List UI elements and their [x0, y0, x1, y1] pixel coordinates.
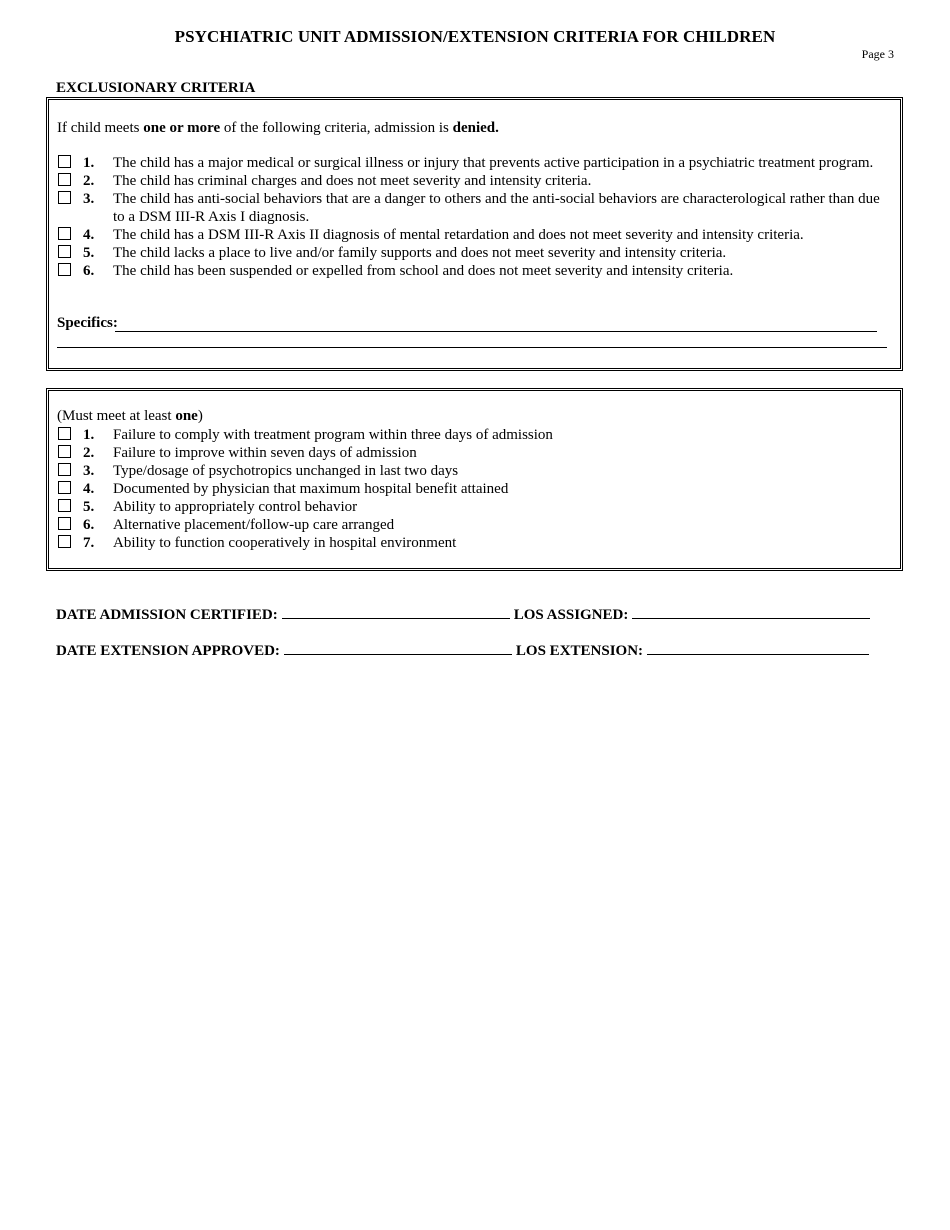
item-text: The child has a major medical or surgical illness or injury that prevents active participation in a psychiatric treatment program.	[113, 155, 874, 171]
item-text: Type/dosage of psychotropics unchanged in last two days	[113, 463, 459, 479]
intro-emphasis-denied: denied.	[452, 120, 499, 136]
extension-checkbox-1[interactable]	[58, 427, 71, 440]
los-extension-label: LOS EXTENSION:	[515, 643, 644, 659]
exclusionary-intro	[57, 120, 499, 137]
exclusionary-criteria-box	[46, 97, 903, 371]
date-extension-approved-label: DATE EXTENSION APPROVED:	[56, 643, 280, 659]
admission-signoff-row	[56, 607, 874, 624]
intro-text-mid: of the following criteria, admission is	[220, 120, 453, 136]
page-number: Page 3	[861, 47, 894, 61]
item-text: Ability to function cooperatively in hospital environment	[113, 535, 457, 551]
intro-text: If child meets	[57, 120, 144, 136]
exclusion-item-3	[57, 190, 887, 226]
extension-item-7	[57, 534, 887, 552]
item-number: 1.	[83, 155, 95, 171]
exclusion-item-5	[57, 244, 887, 262]
exclusionary-list	[57, 154, 887, 280]
extension-checkbox-7[interactable]	[58, 535, 71, 548]
item-number: 6.	[83, 517, 95, 533]
extension-checkbox-4[interactable]	[58, 481, 71, 494]
extension-item-6	[57, 516, 887, 534]
extension-item-4	[57, 480, 887, 498]
extension-checkbox-3[interactable]	[58, 463, 71, 476]
item-text: Failure to improve within seven days of admission	[113, 445, 417, 461]
item-number: 4.	[83, 481, 95, 497]
los-extension-field[interactable]	[647, 653, 869, 655]
item-number: 2.	[83, 173, 95, 189]
item-text: The child has anti-social behaviors that are a danger to others and the anti-social behaviors are characterological rather than due to a DSM III-R Axis I diagnosis.	[113, 191, 880, 225]
must-meet-emphasis: one	[175, 408, 198, 424]
item-number: 1.	[83, 427, 95, 443]
item-text: Alternative placement/follow-up care arranged	[113, 517, 395, 533]
must-meet-note	[57, 408, 203, 425]
extension-checkbox-5[interactable]	[58, 499, 71, 512]
extension-criteria-box	[46, 388, 903, 571]
item-number: 7.	[83, 535, 95, 551]
specifics-field-line-2[interactable]	[57, 347, 887, 348]
extension-item-5	[57, 498, 887, 516]
exclusion-checkbox-5[interactable]	[58, 245, 71, 258]
exclusionary-heading: EXCLUSIONARY CRITERIA	[56, 80, 256, 96]
date-extension-approved-field[interactable]	[284, 653, 512, 655]
intro-emphasis-one-or-more: one or more	[143, 120, 221, 136]
item-text: The child has been suspended or expelled from school and does not meet severity and intensity criteria.	[113, 263, 734, 279]
item-text: The child lacks a place to live and/or family supports and does not meet severity and intensity criteria.	[113, 245, 727, 261]
item-text: Failure to comply with treatment program within three days of admission	[113, 427, 553, 443]
must-meet-close: )	[197, 408, 203, 424]
item-number: 3.	[83, 191, 95, 207]
extension-item-1	[57, 426, 887, 444]
exclusion-checkbox-4[interactable]	[58, 227, 71, 240]
extension-item-3	[57, 462, 887, 480]
item-number: 3.	[83, 463, 95, 479]
date-admission-certified-label: DATE ADMISSION CERTIFIED:	[56, 607, 278, 623]
exclusion-checkbox-3[interactable]	[58, 191, 71, 204]
exclusion-item-6	[57, 262, 887, 280]
exclusion-checkbox-6[interactable]	[58, 263, 71, 276]
exclusion-item-1	[57, 154, 887, 172]
extension-item-2	[57, 444, 887, 462]
item-number: 2.	[83, 445, 95, 461]
item-text: Ability to appropriately control behavior	[113, 499, 358, 515]
specifics-label-text: Specifics:	[57, 315, 118, 331]
extension-list	[57, 426, 887, 552]
exclusion-item-4	[57, 226, 887, 244]
item-number: 5.	[83, 499, 95, 515]
extension-checkbox-6[interactable]	[58, 517, 71, 530]
item-text: The child has criminal charges and does not meet severity and intensity criteria.	[113, 173, 592, 189]
item-text: Documented by physician that maximum hospital benefit attained	[113, 481, 509, 497]
exclusion-checkbox-1[interactable]	[58, 155, 71, 168]
item-number: 4.	[83, 227, 95, 243]
page-title: PSYCHIATRIC UNIT ADMISSION/EXTENSION CRITERIA FOR CHILDREN	[174, 27, 776, 46]
exclusion-item-2	[57, 172, 887, 190]
specifics-field-line-1[interactable]	[115, 331, 877, 332]
extension-signoff-row	[56, 643, 873, 660]
item-text: The child has a DSM III-R Axis II diagnosis of mental retardation and does not meet severity and intensity criteria.	[113, 227, 804, 243]
extension-checkbox-2[interactable]	[58, 445, 71, 458]
item-number: 5.	[83, 245, 95, 261]
item-number: 6.	[83, 263, 95, 279]
los-assigned-label: LOS ASSIGNED:	[513, 607, 629, 623]
specifics-label	[57, 315, 118, 332]
must-meet-text: (Must meet at least	[57, 408, 176, 424]
date-admission-certified-field[interactable]	[282, 617, 510, 619]
exclusion-checkbox-2[interactable]	[58, 173, 71, 186]
los-assigned-field[interactable]	[632, 617, 870, 619]
